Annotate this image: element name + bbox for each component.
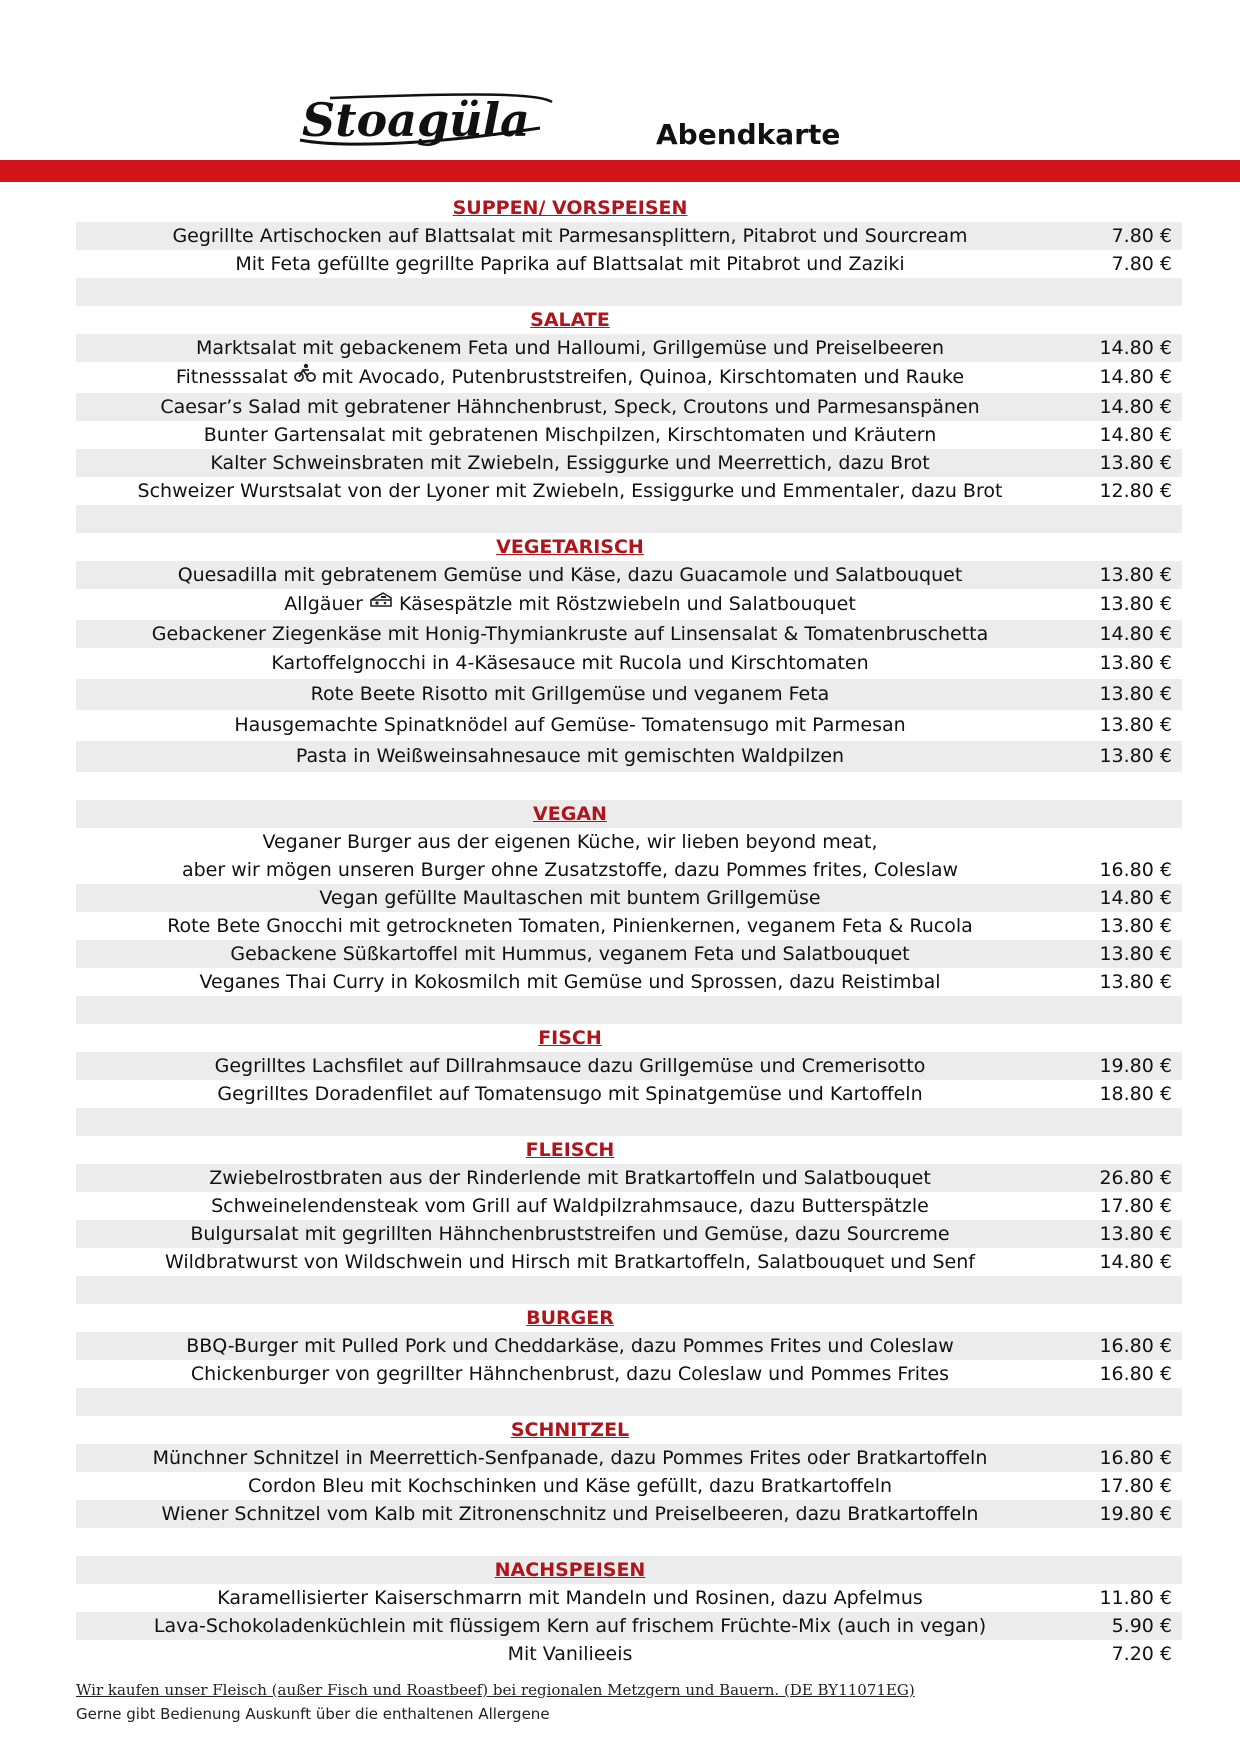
menu-item bbox=[76, 620, 1182, 648]
spacer-row bbox=[76, 505, 1182, 533]
dish-name: Wildbratwurst von Wildschwein und Hirsch mit Bratkartoffeln, Salatbouquet und Senf bbox=[165, 1251, 975, 1273]
dish-price: 14.80 € bbox=[1099, 623, 1172, 645]
dish-price: 13.80 € bbox=[1099, 452, 1172, 474]
dish-name: Gebackene Süßkartoffel mit Hummus, veganem Feta und Salatbouquet bbox=[230, 943, 910, 965]
spacer-row bbox=[76, 996, 1182, 1024]
dish-name: Cordon Bleu mit Kochschinken und Käse gefüllt, dazu Bratkartoffeln bbox=[247, 1475, 893, 1497]
dish-name: Rote Bete Gnocchi mit getrockneten Tomaten, Pinienkernen, veganem Feta & Rucola bbox=[167, 915, 973, 937]
dish-price: 13.80 € bbox=[1099, 943, 1172, 965]
svg-text:Stoagüla: Stoagüla bbox=[302, 93, 530, 147]
menu-item bbox=[76, 362, 1182, 393]
dish-name: Veganer Burger aus der eigenen Küche, wir lieben beyond meat, bbox=[262, 831, 878, 853]
dish-price: 19.80 € bbox=[1099, 1503, 1172, 1525]
allergen-note: Gerne gibt Bedienung Auskunft über die enthaltenen Allergene bbox=[76, 1705, 550, 1723]
spacer-row bbox=[76, 772, 1182, 800]
dish-name: Gegrilltes Lachsfilet auf Dillrahmsauce dazu Grillgemüse und Cremerisotto bbox=[214, 1055, 926, 1077]
dish-name: Zwiebelrostbraten aus der Rinderlende mit Bratkartoffeln und Salatbouquet bbox=[209, 1167, 931, 1189]
spacer-row bbox=[76, 278, 1182, 306]
dish-price: 13.80 € bbox=[1099, 593, 1172, 615]
dish-price: 14.80 € bbox=[1099, 396, 1172, 418]
dish-name: Pasta in Weißweinsahnesauce mit gemischten Waldpilzen bbox=[295, 745, 845, 767]
menu-item bbox=[76, 1052, 1182, 1080]
section-heading-fleisch: FLEISCH bbox=[525, 1139, 615, 1161]
menu-item bbox=[76, 1192, 1182, 1220]
logo bbox=[290, 88, 570, 160]
dish-price: 13.80 € bbox=[1099, 564, 1172, 586]
menu-item bbox=[76, 1612, 1182, 1640]
dish-price: 16.80 € bbox=[1099, 1363, 1172, 1385]
menu-item bbox=[76, 477, 1182, 505]
bicycle-icon bbox=[294, 362, 316, 393]
dish-name: Veganes Thai Curry in Kokosmilch mit Gemüse und Sprossen, dazu Reistimbal bbox=[199, 971, 941, 993]
cheese-icon bbox=[369, 589, 393, 620]
section-heading-schnitzel: SCHNITZEL bbox=[510, 1419, 630, 1441]
menu bbox=[76, 194, 1182, 1668]
dish-name: Bulgursalat mit gegrillten Hähnchenbruststreifen und Gemüse, dazu Sourcreme bbox=[190, 1223, 950, 1245]
menu-item bbox=[76, 648, 1182, 679]
menu-item bbox=[76, 222, 1182, 250]
dish-name: Gegrillte Artischocken auf Blattsalat mit Parmesansplittern, Pitabrot und Sourcream bbox=[172, 225, 968, 247]
menu-item bbox=[76, 1584, 1182, 1612]
dish-price: 13.80 € bbox=[1099, 915, 1172, 937]
dish-price: 13.80 € bbox=[1099, 714, 1172, 736]
dish-price: 14.80 € bbox=[1099, 1251, 1172, 1273]
dish-name: Fitnesssalat mit Avocado, Putenbruststreifen, Quinoa, Kirschtomaten und Rauke bbox=[76, 362, 1064, 393]
dish-price: 5.90 € bbox=[1111, 1615, 1172, 1637]
section-heading-nachspeisen: NACHSPEISEN bbox=[76, 1556, 1182, 1584]
dish-name: Chickenburger von gegrillter Hähnchenbrust, dazu Coleslaw und Pommes Frites bbox=[190, 1363, 950, 1385]
dish-price: 16.80 € bbox=[1099, 1447, 1172, 1469]
menu-item bbox=[76, 1332, 1182, 1360]
section-heading-salate: SALATE bbox=[530, 309, 610, 331]
dish-name: Schweinelendensteak vom Grill auf Waldpilzrahmsauce, dazu Butterspätzle bbox=[211, 1195, 929, 1217]
dish-name: Kalter Schweinsbraten mit Zwiebeln, Essiggurke und Meerrettich, dazu Brot bbox=[210, 452, 930, 474]
dish-price: 17.80 € bbox=[1099, 1475, 1172, 1497]
dish-price: 13.80 € bbox=[1099, 971, 1172, 993]
menu-item bbox=[76, 1080, 1182, 1108]
dish-price: 17.80 € bbox=[1099, 1195, 1172, 1217]
dish-price: 16.80 € bbox=[1099, 1335, 1172, 1357]
menu-item bbox=[76, 334, 1182, 362]
menu-item bbox=[76, 393, 1182, 421]
dish-name: Caesar’s Salad mit gebratener Hähnchenbrust, Speck, Croutons und Parmesanspänen bbox=[160, 396, 980, 418]
dish-price: 11.80 € bbox=[1099, 1587, 1172, 1609]
menu-item bbox=[76, 1220, 1182, 1248]
dish-name: Marktsalat mit gebackenem Feta und Halloumi, Grillgemüse und Preiselbeeren bbox=[195, 337, 945, 359]
menu-item bbox=[76, 741, 1182, 772]
dish-price: 7.20 € bbox=[1111, 1643, 1172, 1665]
menu-item bbox=[76, 1248, 1182, 1276]
dish-price: 18.80 € bbox=[1099, 1083, 1172, 1105]
dish-name: Münchner Schnitzel in Meerrettich-Senfpanade, dazu Pommes Frites oder Bratkartoffeln bbox=[152, 1447, 988, 1469]
dish-name: Gebackener Ziegenkäse mit Honig-Thymiankruste auf Linsensalat & Tomatenbruschetta bbox=[151, 623, 989, 645]
menu-item bbox=[76, 561, 1182, 589]
dish-name: Mit Vanilieeis bbox=[507, 1643, 633, 1665]
menu-item bbox=[76, 449, 1182, 477]
spacer-row bbox=[76, 1388, 1182, 1416]
menu-item bbox=[76, 710, 1182, 741]
dish-price: 14.80 € bbox=[1099, 337, 1172, 359]
spacer-row bbox=[76, 1276, 1182, 1304]
dish-name: Kartoffelgnocchi in 4-Käsesauce mit Rucola und Kirschtomaten bbox=[271, 652, 869, 674]
dish-price: 26.80 € bbox=[1099, 1167, 1172, 1189]
section-heading-suppen: SUPPEN/ VORSPEISEN bbox=[452, 197, 688, 219]
section-heading-vegetarisch: VEGETARISCH bbox=[496, 536, 644, 558]
dish-price: 16.80 € bbox=[1099, 859, 1172, 881]
dish-price: 14.80 € bbox=[1099, 887, 1172, 909]
header-bar bbox=[0, 160, 1240, 182]
dish-name: Lava-Schokoladenküchlein mit flüssigem Kern auf frischem Früchte-Mix (auch in vegan) bbox=[153, 1615, 987, 1637]
dish-name: Schweizer Wurstsalat von der Lyoner mit Zwiebeln, Essiggurke und Emmentaler, dazu Brot bbox=[137, 480, 1003, 502]
menu-item bbox=[76, 1164, 1182, 1192]
menu-item bbox=[76, 1360, 1182, 1388]
menu-item bbox=[76, 421, 1182, 449]
dish-name: Quesadilla mit gebratenem Gemüse und Käse, dazu Guacamole und Salatbouquet bbox=[177, 564, 963, 586]
section-heading-vegan: VEGAN bbox=[76, 800, 1182, 828]
menu-item bbox=[76, 1640, 1182, 1668]
dish-price: 12.80 € bbox=[1099, 480, 1172, 502]
menu-item bbox=[76, 940, 1182, 968]
menu-item bbox=[76, 968, 1182, 996]
menu-item bbox=[76, 589, 1182, 620]
dish-name: Gegrilltes Doradenfilet auf Tomatensugo mit Spinatgemüse und Kartoffeln bbox=[217, 1083, 923, 1105]
dish-name: aber wir mögen unseren Burger ohne Zusatzstoffe, dazu Pommes frites, Coleslaw bbox=[181, 859, 959, 881]
dish-name: BBQ-Burger mit Pulled Pork und Cheddarkäse, dazu Pommes Frites und Coleslaw bbox=[186, 1335, 954, 1357]
section-heading-fisch: FISCH bbox=[538, 1027, 602, 1049]
dish-name: Vegan gefüllte Maultaschen mit buntem Grillgemüse bbox=[319, 887, 821, 909]
dish-name: Hausgemachte Spinatknödel auf Gemüse- Tomatensugo mit Parmesan bbox=[234, 714, 906, 736]
dish-name: Wiener Schnitzel vom Kalb mit Zitronenschnitz und Preiselbeeren, dazu Bratkartoffeln bbox=[161, 1503, 979, 1525]
dish-price: 13.80 € bbox=[1099, 652, 1172, 674]
menu-item bbox=[76, 1444, 1182, 1472]
menu-item bbox=[76, 1472, 1182, 1500]
menu-item bbox=[76, 1500, 1182, 1528]
spacer-row bbox=[76, 1528, 1182, 1556]
menu-item bbox=[76, 250, 1182, 278]
spacer-row bbox=[76, 1108, 1182, 1136]
dish-price: 14.80 € bbox=[1099, 366, 1172, 388]
dish-price: 19.80 € bbox=[1099, 1055, 1172, 1077]
dish-name: Bunter Gartensalat mit gebratenen Mischpilzen, Kirschtomaten und Kräutern bbox=[203, 424, 937, 446]
menu-item bbox=[76, 912, 1182, 940]
dish-name: Rote Beete Risotto mit Grillgemüse und veganem Feta bbox=[310, 683, 830, 705]
dish-price: 13.80 € bbox=[1099, 1223, 1172, 1245]
sourcing-note: Wir kaufen unser Fleisch (außer Fisch und Roastbeef) bei regionalen Metzgern und Bauern. (DE BY11071EG) bbox=[76, 1681, 915, 1699]
menu-item bbox=[76, 828, 1182, 856]
dish-name: Karamellisierter Kaiserschmarrn mit Mandeln und Rosinen, dazu Apfelmus bbox=[217, 1587, 923, 1609]
dish-price: 13.80 € bbox=[1099, 745, 1172, 767]
menu-item bbox=[76, 884, 1182, 912]
dish-name: Mit Feta gefüllte gegrillte Paprika auf Blattsalat mit Pitabrot und Zaziki bbox=[235, 253, 905, 275]
dish-price: 14.80 € bbox=[1099, 424, 1172, 446]
dish-price: 7.80 € bbox=[1111, 225, 1172, 247]
section-heading-burger: BURGER bbox=[526, 1307, 614, 1329]
page-title: Abendkarte bbox=[656, 118, 841, 151]
menu-item bbox=[76, 856, 1182, 884]
menu-item bbox=[76, 679, 1182, 710]
dish-price: 13.80 € bbox=[1099, 683, 1172, 705]
dish-name: Allgäuer Käsespätzle mit Röstzwiebeln und Salatbouquet bbox=[76, 589, 1064, 620]
dish-price: 7.80 € bbox=[1111, 253, 1172, 275]
